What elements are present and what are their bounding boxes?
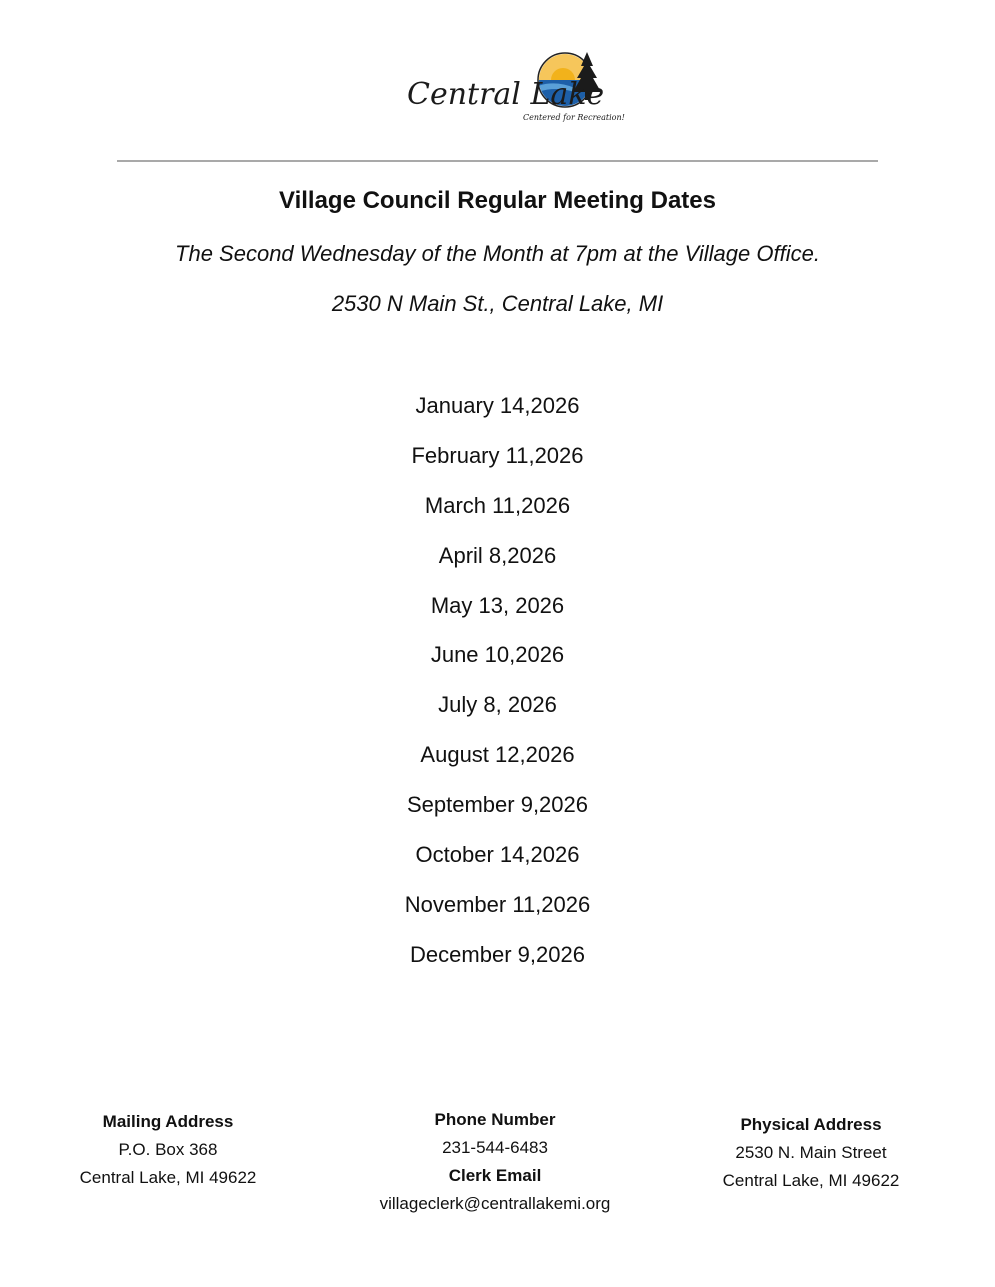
logo-graphic (405, 44, 625, 128)
meeting-date: May 13, 2026 (430, 592, 565, 618)
page-title: Village Council Regular Meeting Dates (279, 187, 716, 214)
mailing-address-block (18, 1108, 318, 1192)
meeting-dates-list (0, 390, 995, 989)
meeting-date: March 11,2026 (424, 492, 571, 518)
svg-text:Central Lake: Central Lake (407, 77, 605, 112)
mailing-address-heading: Mailing Address (102, 1112, 234, 1131)
meeting-date: August 12,2026 (420, 742, 575, 768)
phone-heading: Phone Number (434, 1110, 556, 1129)
meeting-schedule-note: The Second Wednesday of the Month at 7pm at the Village Office. (175, 241, 820, 266)
meeting-date: September 9,2026 (406, 792, 589, 818)
mailing-address-line1: P.O. Box 368 (118, 1140, 218, 1159)
physical-address-heading: Physical Address (740, 1115, 882, 1134)
meeting-date: December 9,2026 (410, 941, 585, 967)
contact-block (345, 1106, 645, 1218)
phone-number: 231-544-6483 (442, 1138, 548, 1157)
meeting-date: October 14,2026 (415, 842, 580, 868)
physical-address-line1: 2530 N. Main Street (735, 1143, 887, 1162)
clerk-email-heading: Clerk Email (448, 1166, 542, 1185)
physical-address-line2: Central Lake, MI 49622 (722, 1171, 900, 1190)
header-divider (117, 160, 878, 162)
meeting-address: 2530 N Main St., Central Lake, MI (331, 291, 664, 316)
meeting-date: November 11,2026 (404, 891, 591, 917)
meeting-date: April 8,2026 (438, 542, 557, 568)
meeting-date: July 8, 2026 (438, 692, 557, 718)
meeting-date: June 10,2026 (430, 642, 565, 668)
central-lake-logo (405, 44, 625, 128)
mailing-address-line2: Central Lake, MI 49622 (79, 1168, 257, 1187)
physical-address-block (661, 1111, 961, 1195)
meeting-date: January 14,2026 (415, 393, 580, 418)
svg-text:Centered for Recreation!: Centered for Recreation! (523, 113, 625, 122)
clerk-email: villageclerk@centrallakemi.org (379, 1194, 611, 1213)
meeting-date: February 11,2026 (411, 442, 584, 468)
